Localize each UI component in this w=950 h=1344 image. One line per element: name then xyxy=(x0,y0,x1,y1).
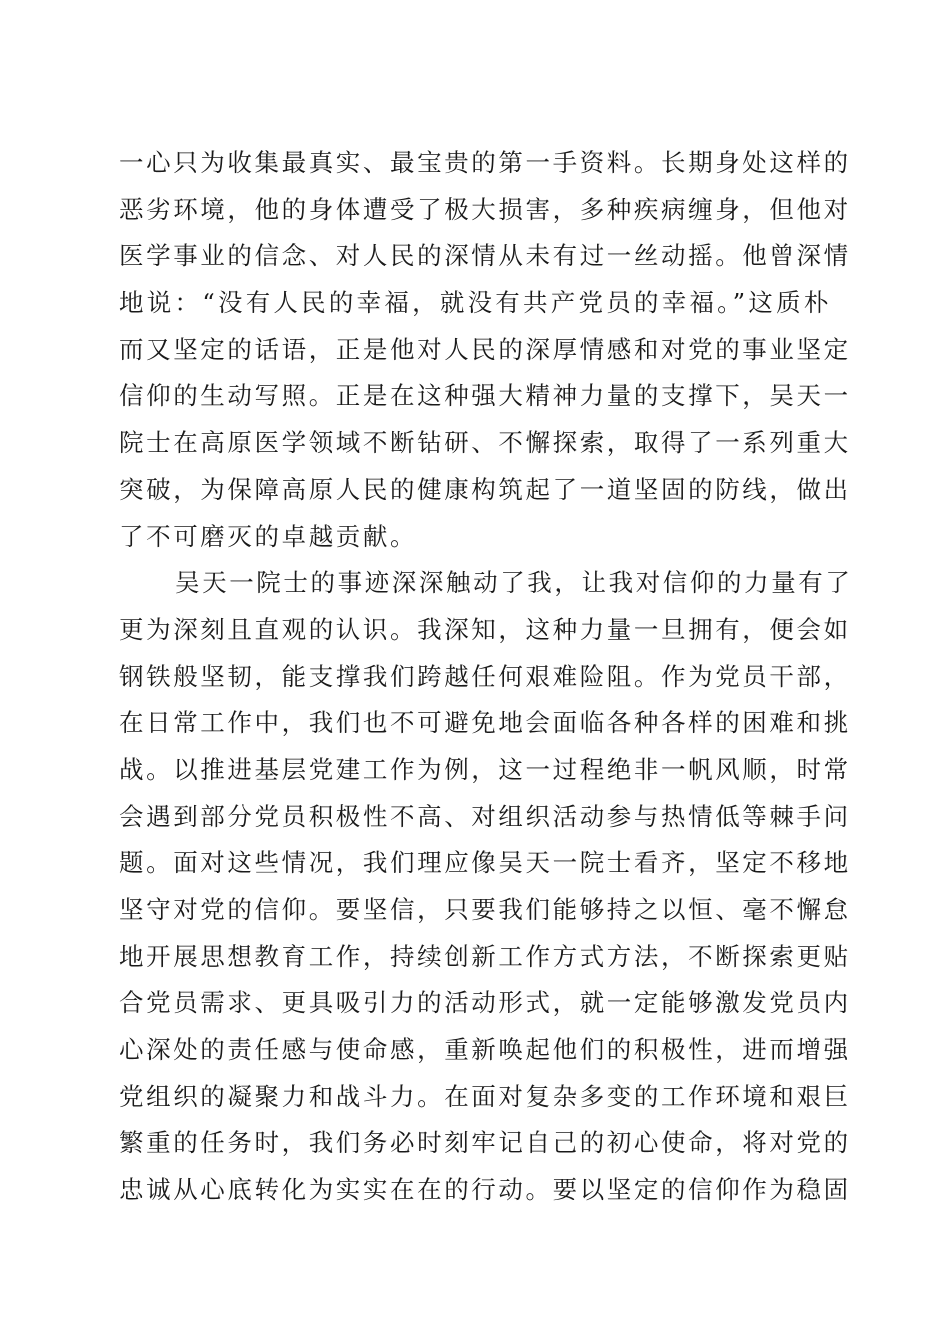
paragraph-1-line-6: 信仰的生动写照。正是在这种强大精神力量的支撑下，吴天一 xyxy=(119,381,851,411)
paragraph-1-line-3: 医学事业的信念、对人民的深情从未有过一丝动摇。他曾深情 xyxy=(119,241,851,271)
paragraph-2-line-4: 在日常工作中，我们也不可避免地会面临各种各样的困难和挑 xyxy=(119,708,851,738)
paragraph-1-line-1: 一心只为收集最真实、最宝贵的第一手资料。长期身处这样的 xyxy=(119,148,851,177)
paragraph-2-line-14: 忠诚从心底转化为实实在在的行动。要以坚定的信仰作为稳固 xyxy=(119,1175,851,1205)
paragraph-2-line-11: 心深处的责任感与使命感，重新唤起他们的积极性，进而增强 xyxy=(119,1035,851,1065)
paragraph-2-line-3: 钢铁般坚韧，能支撑我们跨越任何艰难险阻。作为党员干部， xyxy=(119,661,851,691)
paragraph-2-line-5: 战。以推进基层党建工作为例，这一过程绝非一帆风顺，时常 xyxy=(119,754,851,784)
paragraph-2-line-7: 题。面对这些情况，我们理应像吴天一院士看齐，坚定不移地 xyxy=(119,848,851,878)
body-text xyxy=(119,140,853,1214)
paragraph-2-line-2: 更为深刻且直观的认识。我深知，这种力量一旦拥有，便会如 xyxy=(119,614,851,644)
paragraph-1-line-9: 了不可磨灭的卓越贡献。 xyxy=(119,521,418,551)
paragraph-2-line-8: 坚守对党的信仰。要坚信，只要我们能够持之以恒、毫不懈怠 xyxy=(119,895,851,924)
paragraph-1-line-5: 而又坚定的话语，正是他对人民的深厚情感和对党的事业坚定 xyxy=(119,334,851,364)
paragraph-2-line-6: 会遇到部分党员积极性不高、对组织活动参与热情低等棘手问 xyxy=(119,801,851,831)
paragraph-2-line-9: 地开展思想教育工作，持续创新工作方式方法，不断探索更贴 xyxy=(119,941,851,971)
paragraph-2-line-12: 党组织的凝聚力和战斗力。在面对复杂多变的工作环境和艰巨 xyxy=(119,1081,851,1111)
paragraph-1-line-8: 突破，为保障高原人民的健康构筑起了一道坚固的防线，做出 xyxy=(119,474,851,504)
paragraph-1-line-7: 院士在高原医学领域不断钻研、不懈探索，取得了一系列重大 xyxy=(119,428,851,458)
paragraph-2-line-10: 合党员需求、更具吸引力的活动形式，就一定能够激发党员内 xyxy=(119,988,851,1018)
paragraph-2-line-13: 繁重的任务时，我们务必时刻牢记自己的初心使命，将对党的 xyxy=(119,1128,851,1158)
paragraph-1-line-4: 地说：“没有人民的幸福，就没有共产党员的幸福。”这质朴 xyxy=(119,288,831,318)
paragraph-2-line-1: 吴天一院士的事迹深深触动了我，让我对信仰的力量有了 xyxy=(175,568,853,598)
paragraph-1-line-2: 恶劣环境，他的身体遭受了极大损害，多种疾病缠身，但他对 xyxy=(119,194,851,224)
